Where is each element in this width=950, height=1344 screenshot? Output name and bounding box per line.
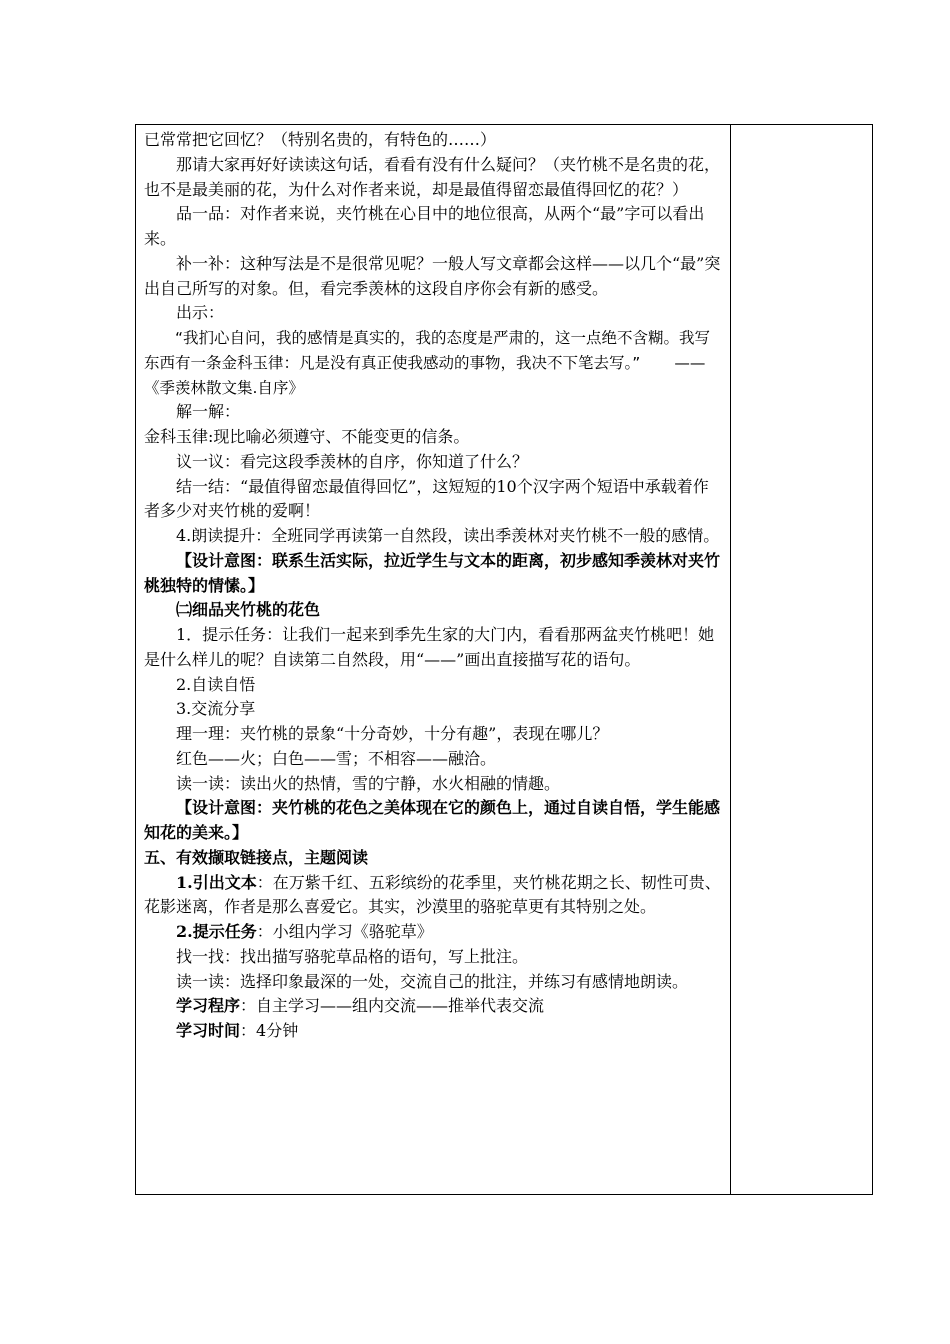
text-line: 4.朗读提升：全班同学再读第一自然段，读出季羡林对夹竹桃不一般的感情。 (176, 526, 720, 545)
text-label: 学习时间 (176, 1021, 241, 1040)
text-line: 读一读：读出火的热情，雪的宁静，水火相融的情趣。 (176, 773, 561, 793)
text-line (144, 1019, 724, 1044)
text-label: 学习程序 (176, 996, 241, 1016)
text-line: 红色——火；白色——雪；不相容——融洽。 (176, 748, 497, 768)
text-line: 2.自读自悟 (176, 674, 256, 694)
text-line: 出示： (176, 303, 225, 323)
text-line: 1．提示任务：让我们一起来到季先生家的大门内，看看那两盆夹竹桃吧！她是什么样儿的呢？自读第二自然段，用“——”画出直接描写花的语句。 (144, 625, 715, 669)
section-heading: 五、有效撷取链接点，主题阅读 (144, 847, 369, 867)
column-divider (730, 125, 731, 1194)
text-body: ：在万紫千红、五彩缤纷的花季里，夹竹桃花期之长、韧性可贵、花影迷离，作者是那么喜爱它。其实，沙漠里的骆驼草更有其特别之处。 (144, 872, 721, 917)
text-line: 理一理：夹竹桃的景象“十分奇妙，十分有趣”，表现在哪儿？ (176, 724, 609, 743)
text-body: ：小组内学习《骆驼草》 (256, 922, 433, 941)
quote-source: ——《季羡林散文集.自序》 (144, 353, 706, 397)
text-label: 1.引出文本 (176, 872, 257, 892)
lesson-plan-table (135, 124, 873, 1195)
lesson-content (144, 128, 724, 1044)
text-line: 结一结：“最值得留恋最值得回忆”，这短短的10个汉字两个短语中承载着作者多少对夹竹桃的爱啊！ (144, 476, 709, 521)
design-intent: 【设计意图：夹竹桃的花色之美体现在它的颜色上，通过自读自悟，学生能感知花的美来。】 (144, 798, 721, 842)
text-line: 已常常把它回忆？（特别名贵的，有特色的……） (144, 130, 497, 149)
quote-block (144, 326, 724, 400)
text-body: ：自主学习——组内交流——推举代表交流 (240, 996, 545, 1016)
text-line (144, 920, 724, 945)
text-line: 品一品：对作者来说，夹竹桃在心目中的地位很高，从两个“最”字可以看出来。 (144, 204, 705, 248)
text-line (144, 871, 724, 921)
quote-text: “我扪心自问，我的感情是真实的，我的态度是严肃的，这一点绝不含糊。我写东西有一条金科玉律：凡是没有真正使我感动的事物，我决不下笔去写。” (144, 329, 711, 372)
text-line: 解一解： (176, 402, 241, 422)
text-line: 读一读：选择印象最深的一处，交流自己的批注，并练习有感情地朗读。 (176, 971, 689, 991)
text-line: 金科玉律:现比喻必须遵守、不能变更的信条。 (144, 427, 470, 446)
text-line: 找一找：找出描写骆驼草品格的语句，写上批注。 (176, 946, 529, 966)
text-line: 那请大家再好好读读这句话，看看有没有什么疑问？（夹竹桃不是名贵的花，也不是最美丽的花，为什么对作者来说，却是最值得留恋最值得回忆的花？） (144, 154, 721, 199)
section-heading: ㈡细品夹竹桃的花色 (176, 600, 321, 620)
text-line: 补一补：这种写法是不是很常见呢？一般人写文章都会这样——以几个“最”突出自己所写的对象。但，看完季羡林的这段自序你会有新的感受。 (144, 253, 721, 298)
design-intent: 【设计意图：联系生活实际，拉近学生与文本的距离，初步感知季羡林对夹竹桃独特的情愫。】 (144, 550, 721, 595)
notes-column (732, 125, 872, 1194)
text-label: 2.提示任务 (176, 922, 257, 941)
text-line (144, 994, 724, 1019)
text-line: 议一议：看完这段季羡林的自序，你知道了什么？ (176, 451, 529, 471)
text-line: 3.交流分享 (176, 699, 256, 719)
text-body: ：4分钟 (240, 1021, 299, 1040)
